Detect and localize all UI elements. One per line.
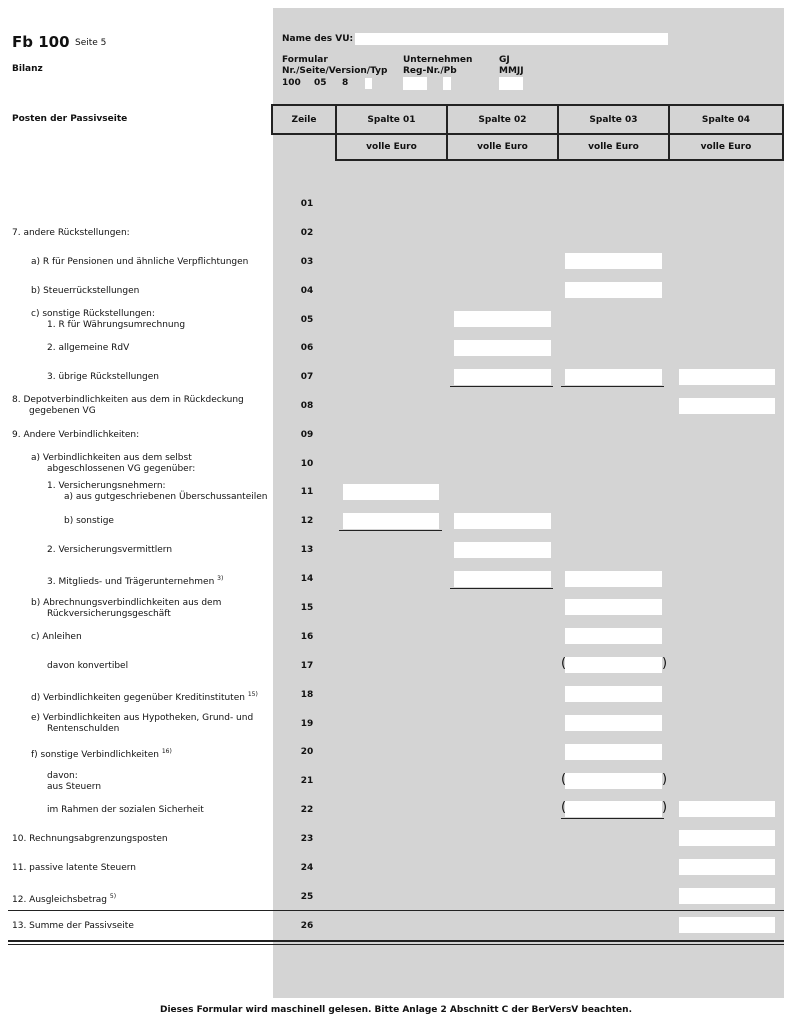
row-04-label: b) Steuerrückstellungen — [31, 286, 140, 296]
row-21-label-2: aus Steuern — [47, 782, 102, 792]
field-17-spalte-03[interactable] — [565, 657, 662, 673]
gj-label-2: MMJJ — [499, 66, 524, 76]
row-06-label: 2. allgemeine RdV — [47, 343, 130, 353]
zeile-23: 23 — [300, 834, 314, 844]
row-02-label: 7. andere Rückstellungen: — [12, 228, 130, 238]
field-13-spalte-02[interactable] — [454, 542, 551, 558]
sum-line-12-spalte-01 — [339, 530, 442, 531]
row-16-label: c) Anleihen — [31, 632, 82, 642]
pb-field[interactable] — [443, 77, 451, 90]
paren-open-17: ( — [561, 656, 567, 671]
row-13-label: 2. Versicherungsvermittlern — [47, 545, 173, 555]
row-07-label: 3. übrige Rückstellungen — [47, 372, 160, 382]
reg-nr-field[interactable] — [403, 77, 427, 90]
spalte-04-header: Spalte 04 — [668, 104, 784, 135]
row-19-label-2: Rentenschulden — [47, 724, 120, 734]
row-20-footnote: 16) — [161, 748, 172, 755]
sum-line-07-spalte-03 — [561, 386, 664, 387]
paren-close-21: ) — [662, 772, 668, 787]
field-22-spalte-03[interactable] — [565, 801, 662, 817]
zeile-20: 20 — [300, 747, 314, 757]
row-14-label — [47, 574, 223, 587]
sum-rule-double-2 — [8, 944, 784, 945]
posten-heading: Posten der Passivseite — [12, 114, 128, 124]
row-20-label — [31, 747, 172, 760]
zeile-07: 07 — [300, 372, 314, 382]
field-24-spalte-04[interactable] — [679, 859, 775, 875]
form-code: Fb 100 — [12, 33, 70, 51]
row-11-label: 1. Versicherungsnehmern: — [47, 481, 166, 491]
row-08-label-2: gegebenen VG — [29, 406, 96, 416]
sum-line-22-spalte-03 — [561, 818, 664, 819]
field-20-spalte-03[interactable] — [565, 744, 662, 760]
row-14-footnote: 3) — [217, 575, 224, 582]
field-15-spalte-03[interactable] — [565, 599, 662, 615]
page-number: Seite 5 — [75, 38, 107, 48]
zeile-12: 12 — [300, 516, 314, 526]
zeile-24: 24 — [300, 863, 314, 873]
typ-box — [365, 78, 372, 89]
field-22-spalte-04[interactable] — [679, 801, 775, 817]
zeile-02: 02 — [300, 228, 314, 238]
field-07-spalte-03[interactable] — [565, 369, 662, 385]
row-25-label — [12, 892, 116, 905]
zeile-13: 13 — [300, 545, 314, 555]
field-21-spalte-03[interactable] — [565, 773, 662, 789]
row-12-label: b) sonstige — [64, 516, 114, 526]
row-18-footnote: 15) — [247, 691, 258, 698]
field-05-spalte-02[interactable] — [454, 311, 551, 327]
zeile-22: 22 — [300, 805, 314, 815]
spalte-04-unit: volle Euro — [668, 133, 784, 161]
row-10-label: a) Verbindlichkeiten aus dem selbst — [31, 453, 192, 463]
formular-label-2: Nr./Seite/Version/Typ — [282, 66, 388, 76]
row-25-text: 12. Ausgleichsbetrag — [12, 895, 108, 905]
sum-rule-double-1 — [8, 940, 784, 942]
field-12-spalte-01[interactable] — [343, 513, 439, 529]
field-08-spalte-04[interactable] — [679, 398, 775, 414]
zeile-06: 06 — [300, 343, 314, 353]
field-23-spalte-04[interactable] — [679, 830, 775, 846]
zeile-08: 08 — [300, 401, 314, 411]
zeile-21: 21 — [300, 776, 314, 786]
gj-field[interactable] — [499, 77, 523, 90]
row-08-label: 8. Depotverbindlichkeiten aus dem in Rückdeckung — [12, 395, 244, 405]
zeile-04: 04 — [300, 286, 314, 296]
zeile-03: 03 — [300, 257, 314, 267]
zeile-11: 11 — [300, 487, 314, 497]
field-07-spalte-04[interactable] — [679, 369, 775, 385]
zeile-25: 25 — [300, 892, 314, 902]
spalte-01-header: Spalte 01 — [335, 104, 448, 135]
zeile-15: 15 — [300, 603, 314, 613]
form-subtitle: Bilanz — [12, 64, 43, 74]
spalte-03-unit: volle Euro — [557, 133, 670, 161]
field-14-spalte-02[interactable] — [454, 571, 551, 587]
paren-close-17: ) — [662, 656, 668, 671]
unternehmen-label-1: Unternehmen — [403, 55, 473, 65]
sum-rule-top — [8, 910, 784, 911]
row-05-label: c) sonstige Rückstellungen: — [31, 309, 155, 319]
row-05-label-2: 1. R für Währungsumrechnung — [47, 320, 186, 330]
spalte-02-header: Spalte 02 — [446, 104, 559, 135]
zeile-09: 09 — [300, 430, 314, 440]
row-25-footnote: 5) — [109, 893, 117, 900]
field-07-spalte-02[interactable] — [454, 369, 551, 385]
row-20-text: f) sonstige Verbindlichkeiten — [31, 750, 159, 760]
row-26-label: 13. Summe der Passivseite — [12, 921, 134, 931]
name-field[interactable] — [355, 33, 668, 45]
unternehmen-label-2: Reg-Nr./Pb — [403, 66, 457, 76]
formular-seite: 05 — [314, 78, 327, 88]
row-24-label: 11. passive latente Steuern — [12, 863, 136, 873]
spalte-01-unit: volle Euro — [335, 133, 448, 161]
footer-note: Dieses Formular wird maschinell gelesen. Bitte Anlage 2 Abschnitt C der BerVersV beachten. — [159, 1005, 632, 1015]
field-14-spalte-03[interactable] — [565, 571, 662, 587]
sum-line-14-spalte-02 — [450, 588, 553, 589]
row-15-label-2: Rückversicherungsgeschäft — [47, 609, 171, 619]
row-10-label-2: abgeschlossenen VG gegenüber: — [47, 464, 196, 474]
zeile-05: 05 — [300, 315, 314, 325]
formular-label-1: Formular — [282, 55, 328, 65]
row-18-text: d) Verbindlichkeiten gegenüber Kreditinstituten — [31, 693, 245, 703]
row-18-label — [31, 690, 258, 703]
zeile-14: 14 — [300, 574, 314, 584]
paren-open-22: ( — [561, 800, 567, 815]
row-19-label: e) Verbindlichkeiten aus Hypotheken, Grund- und — [31, 713, 254, 723]
field-16-spalte-03[interactable] — [565, 628, 662, 644]
row-11-label-2: a) aus gutgeschriebenen Überschussanteilen — [64, 492, 268, 502]
zeile-26: 26 — [300, 921, 314, 931]
paren-close-22: ) — [662, 800, 668, 815]
zeile-10: 10 — [300, 459, 314, 469]
zeile-17: 17 — [300, 661, 314, 671]
zeile-header: Zeile — [271, 104, 337, 135]
formular-nr: 100 — [282, 78, 301, 88]
spalte-03-header: Spalte 03 — [557, 104, 670, 135]
field-12-spalte-02[interactable] — [454, 513, 551, 529]
row-23-label: 10. Rechnungsabgrenzungsposten — [12, 834, 168, 844]
row-09-label: 9. Andere Verbindlichkeiten: — [12, 430, 140, 440]
field-25-spalte-04[interactable] — [679, 888, 775, 904]
name-label: Name des VU: — [282, 34, 354, 44]
field-03-spalte-03[interactable] — [565, 253, 662, 269]
field-06-spalte-02[interactable] — [454, 340, 551, 356]
spalte-02-unit: volle Euro — [446, 133, 559, 161]
field-04-spalte-03[interactable] — [565, 282, 662, 298]
gj-label-1: GJ — [499, 55, 510, 65]
sum-line-07-spalte-02 — [450, 386, 553, 387]
zeile-01: 01 — [300, 199, 314, 209]
zeile-19: 19 — [300, 719, 314, 729]
row-14-text: 3. Mitglieds- und Trägerunternehmen — [47, 577, 215, 587]
row-21-label: davon: — [47, 771, 78, 781]
row-17-label: davon konvertibel — [47, 661, 129, 671]
zeile-16: 16 — [300, 632, 314, 642]
field-11-spalte-01[interactable] — [343, 484, 439, 500]
paren-open-21: ( — [561, 772, 567, 787]
field-26-spalte-04[interactable] — [679, 917, 775, 933]
field-18-spalte-03[interactable] — [565, 686, 662, 702]
row-22-label: im Rahmen der sozialen Sicherheit — [47, 805, 204, 815]
row-03-label: a) R für Pensionen und ähnliche Verpflichtungen — [31, 257, 249, 267]
formular-version: 8 — [342, 78, 349, 88]
row-15-label: b) Abrechnungsverbindlichkeiten aus dem — [31, 598, 222, 608]
field-19-spalte-03[interactable] — [565, 715, 662, 731]
zeile-18: 18 — [300, 690, 314, 700]
